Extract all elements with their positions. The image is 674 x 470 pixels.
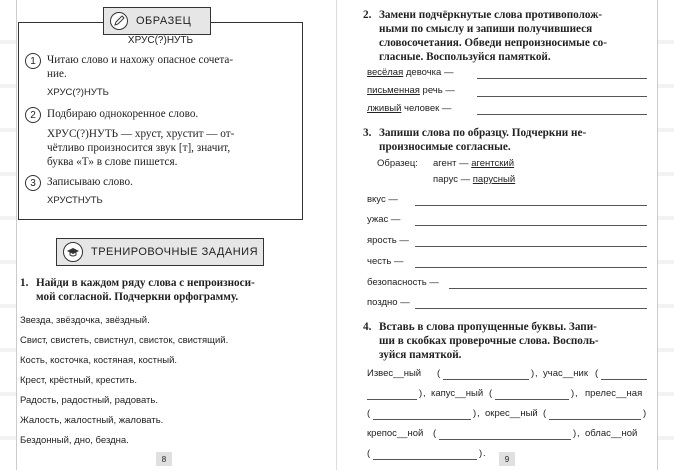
- sample-box: [18, 15, 303, 220]
- close-paren: ): [473, 408, 477, 419]
- task-3-word: ужас: [367, 214, 389, 225]
- task-3-word: вкус: [367, 194, 386, 205]
- open-paren: (: [489, 388, 493, 399]
- task-4-line: ши в скобках проверочные слова. Восполь-: [379, 335, 599, 347]
- step-3-number: 3: [25, 175, 41, 191]
- sample-result: агентский: [471, 158, 515, 169]
- task-1-line2: мой согласной. Подчеркни орфограмму.: [36, 291, 239, 303]
- task-1-number: 1.: [20, 277, 29, 289]
- task-3-word-row: [367, 256, 403, 267]
- phrase-adjective: письменная: [367, 85, 420, 96]
- word-row: Бездонный, дно, бездна.: [20, 435, 129, 446]
- phrase-noun: девочка: [405, 67, 442, 78]
- dash: —: [388, 194, 398, 205]
- dash: —: [460, 174, 471, 185]
- task-3-word-row: [367, 297, 410, 308]
- sample-word: парус: [433, 174, 458, 185]
- answer-line[interactable]: [495, 399, 569, 400]
- task-2-line: гласные. Воспользуйся памяткой.: [379, 51, 551, 63]
- word-header: ХРУС(?)НУТЬ: [127, 35, 194, 46]
- answer-line[interactable]: [449, 288, 647, 289]
- page-number: 8: [156, 452, 172, 466]
- open-paren: (: [367, 408, 371, 419]
- close-paren: ): [531, 368, 535, 379]
- answer-line[interactable]: [415, 205, 647, 206]
- task-3-line: Запиши слова по образцу. Подчеркни не-: [379, 127, 587, 139]
- dash: —: [400, 297, 410, 308]
- open-paren: (: [595, 368, 599, 379]
- step-2-example-line1: ХРУС(?)НУТЬ — хруст, хрустит — от-: [47, 128, 235, 140]
- answer-line[interactable]: [477, 78, 647, 79]
- word-row: Звезда, звёздочка, звёздный.: [20, 315, 150, 326]
- task-2-line: ными по смыслу и запиши получившиеся: [379, 23, 593, 35]
- phrase-row-2: [367, 85, 455, 96]
- fill-word: крепос__ной: [367, 428, 424, 439]
- phrase-adjective: лживый: [367, 103, 402, 114]
- dash: —: [393, 256, 404, 267]
- answer-line[interactable]: [601, 379, 647, 380]
- sample-result: парусный: [472, 174, 516, 185]
- sample-word: агент: [433, 158, 457, 169]
- task-3-word: безопасность: [367, 277, 427, 288]
- sample-row-2: [433, 174, 515, 185]
- word-row: Крест, крёстный, крестить.: [20, 375, 137, 386]
- fill-word: капус__ный: [431, 388, 484, 399]
- task-2-number: 2.: [363, 9, 372, 21]
- close-paren: ): [571, 388, 575, 399]
- word-row: Радость, радостный, радовать.: [20, 395, 158, 406]
- word-row: Кость, косточка, костяная, костный.: [20, 355, 178, 366]
- answer-line[interactable]: [415, 308, 647, 309]
- decorative-border-left: [0, 0, 17, 470]
- page-number: 9: [499, 452, 515, 466]
- step-2-example-line2: чётливо произносится звук [т], значит,: [47, 142, 231, 154]
- fill-word: учас__ник: [543, 368, 589, 379]
- dash: —: [443, 67, 454, 78]
- comma: ,: [575, 388, 578, 399]
- sample-badge: [103, 7, 211, 35]
- word-row: Жалость, жалостный, жаловать.: [20, 415, 164, 426]
- graduation-cap-icon: [63, 242, 83, 262]
- right-page: [337, 0, 674, 470]
- dash: —: [445, 85, 455, 96]
- task-2-line: словосочетания. Обведи непроизносимые со-: [379, 37, 607, 49]
- phrase-row-3: [367, 103, 451, 114]
- answer-line[interactable]: [443, 379, 529, 380]
- task-4-line: зуйся памяткой.: [379, 349, 462, 361]
- answer-line[interactable]: [373, 419, 471, 420]
- step-3-example: ХРУСТНУТЬ: [47, 195, 103, 206]
- task-1-line1: Найди в каждом ряду слова с непроизноси-: [36, 277, 255, 289]
- word-row: Свист, свистеть, свистнул, свисток, свистящий.: [20, 335, 229, 346]
- close-paren: ): [643, 408, 647, 419]
- sample-row-1: [433, 158, 514, 169]
- step-2-example-line3: буква «Т» в слове пишется.: [47, 156, 178, 168]
- period: .: [483, 448, 486, 459]
- task-3-line: произносимые согласные.: [379, 141, 511, 153]
- task-3-word-row: [367, 277, 439, 288]
- answer-line[interactable]: [415, 267, 647, 268]
- task-3-word: честь: [367, 256, 392, 267]
- open-paren: (: [543, 408, 547, 419]
- dash: —: [429, 277, 439, 288]
- dash: —: [441, 103, 452, 114]
- dash: —: [390, 214, 401, 225]
- sample-label: Образец:: [377, 158, 418, 169]
- pencil-icon: [110, 12, 128, 30]
- answer-line[interactable]: [367, 399, 417, 400]
- phrase-noun: речь: [422, 85, 443, 96]
- comma: ,: [535, 368, 538, 379]
- answer-line[interactable]: [549, 419, 641, 420]
- step-1-text: Читаю слово и нахожу опасное сочета-: [47, 54, 234, 66]
- task-3-word-row: [367, 194, 398, 205]
- answer-line[interactable]: [415, 225, 647, 226]
- task-3-number: 3.: [363, 127, 372, 139]
- fill-word: окрес__ный: [485, 408, 538, 419]
- phrase-row-1: [367, 67, 453, 78]
- close-paren: ): [479, 448, 483, 459]
- answer-line[interactable]: [373, 459, 477, 460]
- answer-line[interactable]: [477, 114, 647, 115]
- open-paren: (: [433, 428, 437, 439]
- fill-word: прелес__ная: [585, 388, 643, 399]
- close-paren: ): [419, 388, 423, 399]
- step-1-text-cont: ние.: [47, 68, 67, 80]
- step-3-text: Записываю слово.: [47, 176, 133, 188]
- step-2-text: Подбираю однокоренное слово.: [47, 108, 199, 120]
- phrase-adjective: весёлая: [367, 67, 404, 78]
- answer-line[interactable]: [439, 439, 571, 440]
- task-3-word-row: [367, 235, 409, 246]
- training-badge: [56, 238, 264, 266]
- task-4-number: 4.: [363, 321, 372, 333]
- comma: ,: [477, 408, 480, 419]
- close-paren: ): [573, 428, 577, 439]
- task-3-word-row: [367, 214, 400, 225]
- comma: ,: [423, 388, 426, 399]
- task-3-word: поздно: [367, 297, 398, 308]
- training-badge-label: ТРЕНИРОВОЧНЫЕ ЗАДАНИЯ: [91, 246, 259, 258]
- dash: —: [399, 235, 409, 246]
- task-2-line: Замени подчёркнутые слова противополож-: [379, 9, 603, 21]
- task-4-line: Вставь в слова пропущенные буквы. Запи-: [379, 321, 597, 333]
- sample-badge-label: ОБРАЗЕЦ: [136, 15, 192, 27]
- dash: —: [459, 158, 469, 169]
- fill-word: Извес__ный: [367, 368, 422, 379]
- comma: ,: [577, 428, 580, 439]
- answer-line[interactable]: [477, 96, 647, 97]
- open-paren: (: [367, 448, 371, 459]
- phrase-noun: человек: [404, 103, 440, 114]
- decorative-border-right: [657, 0, 674, 470]
- answer-line[interactable]: [415, 246, 647, 247]
- open-paren: (: [437, 368, 441, 379]
- step-1-example: ХРУС(?)НУТЬ: [47, 87, 109, 98]
- task-3-word: ярость: [367, 235, 397, 246]
- fill-word: облас__ной: [585, 428, 638, 439]
- step-2-number: 2: [25, 107, 41, 123]
- step-1-number: 1: [25, 53, 41, 69]
